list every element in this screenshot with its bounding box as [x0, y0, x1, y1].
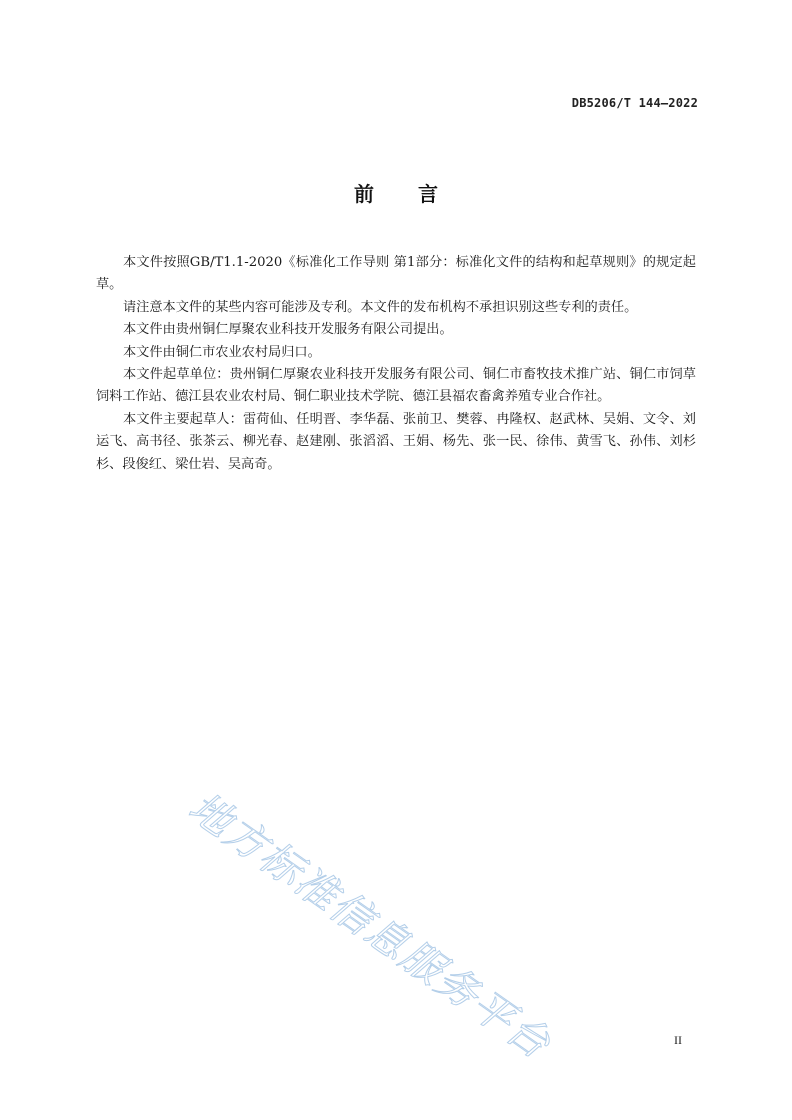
watermark: 地方标准信息服务平台 [180, 782, 560, 1069]
paragraph-main-drafters: 本文件主要起草人：雷荷仙、任明晋、李华磊、张前卫、樊蓉、冉隆权、赵武林、吴娟、文令、刘运飞、高书径、张茶云、柳光春、赵建刚、张滔滔、王娟、杨先、张一民、徐伟、黄雪飞、孙伟、刘杉杉、段俊红、梁仕岩、吴高奇。 [96, 411, 696, 472]
section-title [0, 178, 792, 207]
paragraph-standard-basis: 本文件按照GB/T1.1-2020《标准化工作导则 第1部分：标准化文件的结构和起草规则》的规定起草。 [96, 255, 696, 293]
paragraph-drafting-units: 本文件起草单位：贵州铜仁厚聚农业科技开发服务有限公司、铜仁市畜牧技术推广站、铜仁市饲草饲料工作站、德江县农业农村局、铜仁职业技术学院、德江县福农畜禽养殖专业合作社。 [96, 367, 696, 405]
title-char-2: 言 [418, 182, 438, 206]
paragraph-proposer: 本文件由贵州铜仁厚聚农业科技开发服务有限公司提出。 [123, 322, 453, 338]
page-number: II [674, 1033, 682, 1047]
title-char-1: 前 [354, 182, 374, 206]
paragraph-centralized-management: 本文件由铜仁市农业农村局归口。 [123, 344, 321, 360]
paragraph-patent-notice: 请注意本文件的某些内容可能涉及专利。本文件的发布机构不承担识别这些专利的责任。 [123, 299, 638, 315]
document-code: DB5206/T 144—2022 [571, 96, 698, 110]
foreword-body [96, 252, 696, 476]
